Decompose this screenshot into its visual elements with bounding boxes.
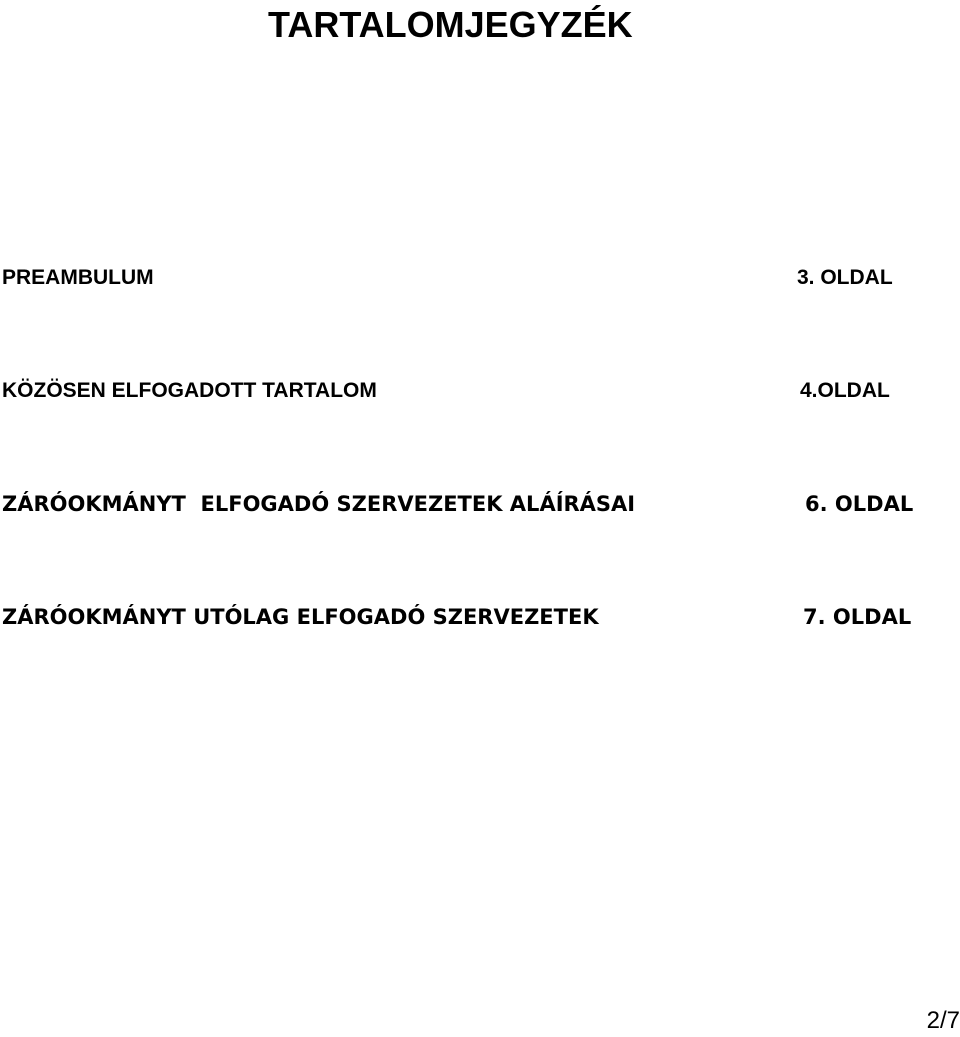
toc-entry-zarookmanyt-utolag: [0, 601, 960, 633]
page-title: TARTALOMJEGYZÉK: [268, 4, 633, 45]
toc-entry-zarookmanyt-alairasai: [0, 488, 960, 520]
toc-entry-kozosen-elfogadott-tartalom: [0, 375, 960, 407]
toc-label: ZÁRÓOKMÁNYT UTÓLAG ELFOGADÓ SZERVEZETEK: [2, 605, 599, 629]
toc-label: KÖZÖSEN ELFOGADOTT TARTALOM: [2, 379, 377, 402]
toc-page: 7. OLDAL: [803, 605, 912, 629]
toc-page: 4.OLDAL: [800, 379, 890, 402]
toc-page: 3. OLDAL: [797, 266, 893, 289]
page-number: 2/7: [926, 1007, 960, 1034]
toc-label: ZÁRÓOKMÁNYT ELFOGADÓ SZERVEZETEK ALÁÍRÁSAI: [2, 492, 636, 516]
toc-entry-preambulum: [0, 262, 960, 294]
toc-page: 6. OLDAL: [805, 492, 914, 516]
toc-label: PREAMBULUM: [2, 266, 154, 289]
